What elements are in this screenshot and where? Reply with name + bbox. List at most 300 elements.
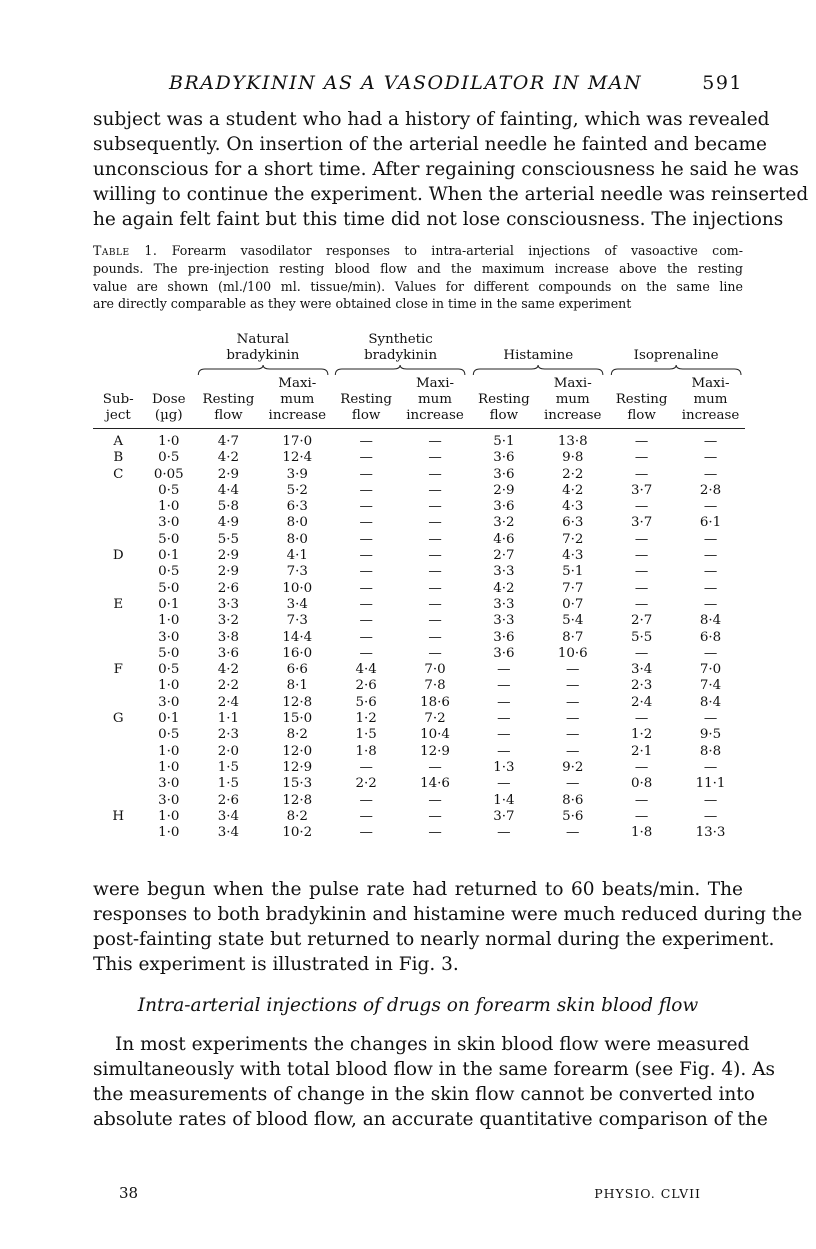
value-cell: 6·3	[562, 515, 584, 531]
value-cell: 4·7	[194, 429, 263, 451]
value-cell: 12·8	[282, 694, 313, 710]
caption-line: are directly comparable as they were obtained close in time in the same experiment	[93, 296, 632, 312]
value-cell: 16·0	[282, 645, 313, 661]
value-cell: 6·6	[286, 662, 308, 678]
value-cell: 3·3	[493, 596, 515, 612]
subject-cell: G	[112, 711, 124, 727]
value-cell: 8·4	[699, 694, 722, 710]
value-cell: 18·6	[420, 694, 450, 710]
text-line: This experiment is illustrated in Fig. 3.	[93, 954, 459, 975]
page-footer	[93, 1184, 743, 1204]
column-header-row	[93, 376, 745, 429]
col-header-maximum: Maxi- mum increase	[406, 376, 464, 423]
value-cell: 4·6	[493, 531, 515, 547]
table-row	[93, 467, 745, 483]
value-cell: 2·9	[217, 548, 240, 564]
value-cell: 2·8	[699, 482, 722, 498]
subject-cell: C	[113, 466, 124, 482]
table-row	[93, 678, 745, 694]
value-cell: —	[566, 776, 580, 792]
col-header-resting: Resting flow	[202, 392, 255, 423]
col-header-subject: Sub- ject	[102, 392, 134, 423]
value-cell: 8·1	[286, 678, 308, 694]
data-table	[93, 330, 745, 841]
table-row	[93, 597, 745, 613]
value-cell: 3·7	[493, 808, 515, 824]
col-header-dose: Dose (µg)	[151, 392, 186, 423]
value-cell: 3·6	[493, 450, 515, 466]
dose-cell: 1·0	[158, 613, 180, 629]
value-cell: —	[497, 662, 511, 678]
value-cell: 7·8	[424, 678, 446, 694]
value-cell: 7·4	[699, 678, 722, 694]
text-line: subject was a student who had a history of fainting, which was revealed	[93, 109, 770, 130]
value-cell: 3·2	[493, 515, 515, 531]
value-cell: 12·9	[282, 759, 313, 775]
value-cell: 7·7	[562, 580, 584, 596]
subject-cell: E	[113, 596, 124, 612]
page-number: 591	[702, 72, 743, 94]
value-cell: —	[634, 711, 649, 727]
value-cell: 3·4	[286, 596, 308, 612]
group-header-row	[93, 330, 745, 364]
value-cell: —	[497, 727, 511, 743]
dose-cell: 1·0	[158, 499, 180, 515]
text-line: responses to both bradykinin and histamine were much reduced during the	[93, 904, 803, 925]
value-cell: —	[703, 808, 718, 824]
value-cell: 3·3	[493, 564, 515, 580]
value-cell: —	[703, 466, 718, 482]
value-cell: —	[634, 580, 649, 596]
value-cell: 1·5	[355, 727, 377, 743]
value-cell: —	[428, 466, 442, 482]
value-cell: 2·3	[630, 678, 653, 694]
value-cell: 5·1	[469, 429, 538, 451]
value-cell: 5·5	[630, 629, 653, 645]
dose-cell: 3·0	[158, 776, 180, 792]
value-cell: 2·7	[493, 548, 515, 564]
value-cell: —	[428, 482, 442, 498]
value-cell: —	[401, 429, 470, 451]
value-cell: 2·6	[355, 678, 377, 694]
value-cell: 2·9	[217, 466, 240, 482]
value-cell: 17·0	[263, 429, 332, 451]
group-header-natural: Natural bradykinin	[226, 332, 300, 363]
value-cell: 15·3	[282, 776, 313, 792]
value-cell: —	[359, 548, 373, 564]
value-cell: —	[634, 808, 649, 824]
value-cell: 4·3	[562, 548, 584, 564]
value-cell: 2·0	[217, 743, 240, 759]
text-line: In most experiments the changes in skin blood flow were measured	[115, 1034, 750, 1055]
value-cell: —	[634, 531, 649, 547]
value-cell: —	[428, 613, 442, 629]
value-cell: 0·7	[562, 596, 584, 612]
value-cell: —	[634, 596, 649, 612]
table-row	[93, 825, 745, 841]
value-cell: 12·4	[282, 450, 313, 466]
value-cell: 1·5	[217, 759, 240, 775]
value-cell: —	[428, 808, 442, 824]
value-cell: 5·8	[217, 499, 240, 515]
group-brace	[472, 364, 604, 376]
dose-cell: 0·1	[158, 596, 180, 612]
table-row	[93, 630, 745, 646]
value-cell: —	[703, 499, 718, 515]
subject-cell	[93, 760, 144, 776]
value-cell: —	[359, 499, 373, 515]
value-cell: 5·6	[562, 808, 584, 824]
table-row	[93, 662, 745, 678]
caption-line	[93, 242, 743, 260]
value-cell: 2·2	[355, 776, 377, 792]
value-cell: —	[359, 645, 373, 661]
signature-mark: 38	[119, 1184, 139, 1202]
value-cell: —	[359, 792, 373, 808]
value-cell: 7·3	[286, 564, 308, 580]
dose-cell: 0·5	[158, 450, 180, 466]
value-cell: —	[703, 531, 718, 547]
value-cell: —	[703, 645, 718, 661]
value-cell: 3·4	[630, 662, 653, 678]
value-cell: —	[634, 548, 649, 564]
subject-cell	[93, 825, 144, 841]
subject-cell	[93, 695, 144, 711]
subject-cell: H	[112, 808, 125, 824]
value-cell: 2·2	[562, 466, 584, 482]
paragraph-middle	[93, 877, 803, 977]
group-header-histamine: Histamine	[503, 348, 574, 363]
col-header-maximum: Maxi- mum increase	[268, 376, 327, 423]
value-cell: 3·6	[493, 629, 515, 645]
dose-cell: 5·0	[158, 580, 180, 596]
value-cell: 4·2	[562, 482, 584, 498]
value-cell: 1·8	[355, 743, 377, 759]
value-cell: —	[703, 564, 718, 580]
value-cell: 5·6	[355, 694, 377, 710]
value-cell: 4·2	[493, 580, 515, 596]
dose-cell: 3·0	[158, 694, 180, 710]
value-cell: 13·3	[695, 825, 726, 841]
value-cell: —	[359, 596, 373, 612]
value-cell: —	[428, 531, 442, 547]
value-cell: —	[497, 694, 511, 710]
value-cell: 5·1	[562, 564, 584, 580]
caption-line: pounds. The pre-injection resting blood flow and the maximum increase above the resting	[93, 260, 743, 276]
value-cell: —	[428, 564, 442, 580]
value-cell: 3·6	[493, 466, 515, 482]
table-row	[93, 532, 745, 548]
subject-cell	[93, 564, 144, 580]
value-cell: —	[566, 711, 580, 727]
value-cell: —	[359, 515, 373, 531]
value-cell: 1·2	[355, 711, 377, 727]
dose-cell: 0·5	[158, 564, 180, 580]
brace-row	[93, 364, 745, 376]
value-cell: 1·2	[630, 727, 653, 743]
subject-cell	[93, 646, 144, 662]
value-cell: —	[497, 776, 511, 792]
value-cell: 0·8	[630, 776, 653, 792]
dose-cell: 3·0	[158, 515, 180, 531]
value-cell: 9·2	[562, 759, 584, 775]
value-cell: 8·2	[286, 808, 308, 824]
subject-cell	[93, 727, 144, 743]
caption-label: Table 1.	[93, 243, 158, 258]
value-cell: 4·9	[217, 515, 240, 531]
value-cell: —	[359, 450, 373, 466]
value-cell: —	[428, 645, 442, 661]
dose-cell: 1·0	[158, 678, 180, 694]
value-cell: 3·6	[493, 499, 515, 515]
value-cell: —	[634, 792, 649, 808]
value-cell: 4·4	[355, 662, 377, 678]
col-header-resting: Resting flow	[615, 392, 668, 423]
table-row	[93, 776, 745, 792]
text-line: were begun when the pulse rate had returned to 60 beats/min. The	[93, 879, 743, 900]
dose-cell: 1·0	[144, 429, 195, 451]
value-cell: —	[703, 596, 718, 612]
table-row	[93, 515, 745, 531]
value-cell: —	[428, 759, 442, 775]
value-cell: —	[703, 792, 718, 808]
value-cell: 5·4	[562, 613, 584, 629]
table-row	[93, 760, 745, 776]
value-cell: 9·8	[562, 450, 584, 466]
value-cell: 6·1	[699, 515, 722, 531]
text-line: simultaneously with total blood flow in the same forearm (see Fig. 4). As	[93, 1059, 775, 1080]
value-cell: —	[428, 629, 442, 645]
value-cell: —	[332, 429, 401, 451]
table-row	[93, 483, 745, 499]
dose-cell: 3·0	[158, 792, 180, 808]
value-cell: 2·6	[217, 792, 240, 808]
value-cell: 5·2	[286, 482, 308, 498]
value-cell: 3·3	[493, 613, 515, 629]
table-row	[93, 548, 745, 564]
subject-cell	[93, 515, 144, 531]
table-caption	[93, 242, 743, 313]
table-row	[93, 613, 745, 629]
text-line: absolute rates of blood flow, an accurate quantitative comparison of the	[93, 1109, 768, 1130]
value-cell: —	[359, 808, 373, 824]
value-cell: 9·5	[699, 727, 722, 743]
dose-cell: 0·1	[158, 711, 180, 727]
value-cell: 6·8	[699, 629, 722, 645]
value-cell: 3·4	[217, 808, 240, 824]
value-cell: 12·8	[282, 792, 313, 808]
subject-cell	[93, 776, 144, 792]
subject-cell	[93, 630, 144, 646]
value-cell: 7·2	[424, 711, 446, 727]
value-cell: 11·1	[695, 776, 726, 792]
subject-cell	[93, 499, 144, 515]
value-cell: —	[566, 678, 580, 694]
value-cell: 7·0	[424, 662, 446, 678]
value-cell: 14·6	[420, 776, 450, 792]
value-cell: 2·1	[630, 743, 653, 759]
dose-cell: 0·5	[158, 662, 180, 678]
dose-cell: 0·05	[153, 466, 184, 482]
value-cell: 10·2	[282, 825, 313, 841]
value-cell: —	[703, 759, 718, 775]
value-cell: 8·0	[286, 531, 308, 547]
value-cell: —	[703, 450, 718, 466]
value-cell: 7·2	[562, 531, 584, 547]
value-cell: 3·7	[630, 482, 653, 498]
value-cell: 15·0	[282, 711, 313, 727]
caption-line: value are shown (ml./100 ml. tissue/min). Values for different compounds on the same line	[93, 278, 743, 294]
value-cell: 7·0	[699, 662, 722, 678]
value-cell: —	[634, 564, 649, 580]
value-cell: —	[428, 548, 442, 564]
table-row	[93, 744, 745, 760]
subject-cell	[93, 613, 144, 629]
group-brace	[197, 364, 329, 376]
value-cell: 3·6	[217, 645, 240, 661]
paragraph-top	[93, 107, 809, 232]
dose-cell: 0·5	[158, 482, 180, 498]
table-row	[93, 695, 745, 711]
value-cell: 7·3	[286, 613, 308, 629]
value-cell: 1·3	[493, 759, 515, 775]
text-line: he again felt faint but this time did not lose consciousness. The injections	[93, 209, 784, 230]
value-cell: 1·8	[630, 825, 653, 841]
group-brace	[610, 364, 742, 376]
subject-cell	[93, 678, 144, 694]
dose-cell: 0·5	[158, 727, 180, 743]
value-cell: 2·9	[493, 482, 515, 498]
value-cell: —	[359, 759, 373, 775]
value-cell: —	[634, 499, 649, 515]
value-cell: 1·1	[217, 711, 240, 727]
col-header-maximum: Maxi- mum increase	[543, 376, 602, 423]
value-cell: 1·5	[217, 776, 240, 792]
value-cell: —	[359, 613, 373, 629]
col-header-resting: Resting flow	[340, 392, 393, 423]
table-row	[93, 646, 745, 662]
value-cell: —	[497, 743, 511, 759]
value-cell: 8·6	[562, 792, 584, 808]
value-cell: 3·4	[217, 825, 240, 841]
value-cell: 3·9	[286, 466, 308, 482]
dose-cell: 5·0	[158, 645, 180, 661]
value-cell: —	[566, 727, 580, 743]
running-head	[93, 72, 743, 96]
dose-cell: 3·0	[158, 629, 180, 645]
subject-cell	[93, 581, 144, 597]
value-cell: —	[359, 825, 373, 841]
running-title: BRADYKININ AS A VASODILATOR IN MAN	[169, 72, 643, 94]
value-cell: 13·8	[538, 429, 607, 451]
value-cell: 10·4	[420, 727, 450, 743]
value-cell: —	[634, 645, 649, 661]
subject-cell: D	[112, 548, 124, 564]
subject-cell	[93, 483, 144, 499]
subject-cell	[93, 744, 144, 760]
value-cell: —	[566, 825, 580, 841]
value-cell: 8·7	[562, 629, 584, 645]
value-cell: 3·7	[630, 515, 653, 531]
value-cell: —	[359, 482, 373, 498]
value-cell: 4·3	[562, 499, 584, 515]
paragraph-bottom	[93, 1032, 775, 1132]
caption-text: Forearm vasodilator responses to intra-arterial injections of vasoactive com-	[171, 243, 743, 258]
dose-cell: 0·1	[158, 548, 180, 564]
text-line: subsequently. On insertion of the arterial needle he fainted and became	[93, 134, 767, 155]
value-cell: —	[428, 499, 442, 515]
value-cell: 10·0	[282, 580, 313, 596]
value-cell: 2·7	[630, 613, 653, 629]
value-cell: —	[703, 548, 718, 564]
section-heading: Intra-arterial injections of drugs on forearm skin blood flow	[137, 995, 699, 1016]
subject-cell: B	[113, 450, 124, 466]
table-row	[93, 429, 745, 451]
table-row	[93, 499, 745, 515]
col-header-maximum: Maxi- mum increase	[681, 376, 740, 423]
journal-mark: PHYSIO. CLVII	[594, 1186, 701, 1201]
text-line: the measurements of change in the skin flow cannot be converted into	[93, 1084, 755, 1105]
group-brace	[334, 364, 466, 376]
value-cell: —	[566, 694, 580, 710]
text-line: unconscious for a short time. After regaining consciousness he said he was	[93, 159, 799, 180]
dose-cell: 5·0	[158, 531, 180, 547]
value-cell: 8·8	[699, 743, 722, 759]
value-cell: —	[359, 564, 373, 580]
value-cell: —	[634, 466, 649, 482]
value-cell: —	[634, 759, 649, 775]
value-cell: 2·6	[217, 580, 240, 596]
table-row	[93, 727, 745, 743]
group-header-synthetic: Synthetic bradykinin	[364, 332, 438, 363]
value-cell: —	[359, 580, 373, 596]
col-header-resting: Resting flow	[477, 392, 530, 423]
subject-cell	[93, 793, 144, 809]
value-cell: 4·4	[217, 482, 240, 498]
table-row	[93, 450, 745, 466]
value-cell: 8·0	[286, 515, 308, 531]
value-cell: 3·2	[217, 613, 240, 629]
value-cell: —	[566, 662, 580, 678]
value-cell: 14·4	[282, 629, 313, 645]
table-row	[93, 711, 745, 727]
group-header-isoprenaline: Isoprenaline	[633, 348, 719, 363]
value-cell: —	[428, 792, 442, 808]
value-cell: 3·8	[217, 629, 240, 645]
value-cell: —	[566, 743, 580, 759]
subject-cell: A	[93, 429, 144, 451]
value-cell: 2·3	[217, 727, 240, 743]
value-cell: —	[497, 678, 511, 694]
value-cell: —	[428, 825, 442, 841]
value-cell: —	[428, 515, 442, 531]
value-cell: 2·2	[217, 678, 240, 694]
value-cell: 8·2	[286, 727, 308, 743]
value-cell: 8·4	[699, 613, 722, 629]
dose-cell: 1·0	[158, 808, 180, 824]
value-cell: 12·0	[282, 743, 313, 759]
table-row	[93, 564, 745, 580]
value-cell: —	[703, 711, 718, 727]
value-cell: —	[676, 429, 745, 451]
subject-cell: F	[113, 662, 123, 678]
text-line: willing to continue the experiment. When the arterial needle was reinserted	[93, 184, 809, 205]
value-cell: —	[607, 429, 676, 451]
text-line: post-fainting state but returned to nearly normal during the experiment.	[93, 929, 775, 950]
dose-cell: 1·0	[158, 759, 180, 775]
value-cell: 12·9	[420, 743, 450, 759]
subject-cell	[93, 532, 144, 548]
